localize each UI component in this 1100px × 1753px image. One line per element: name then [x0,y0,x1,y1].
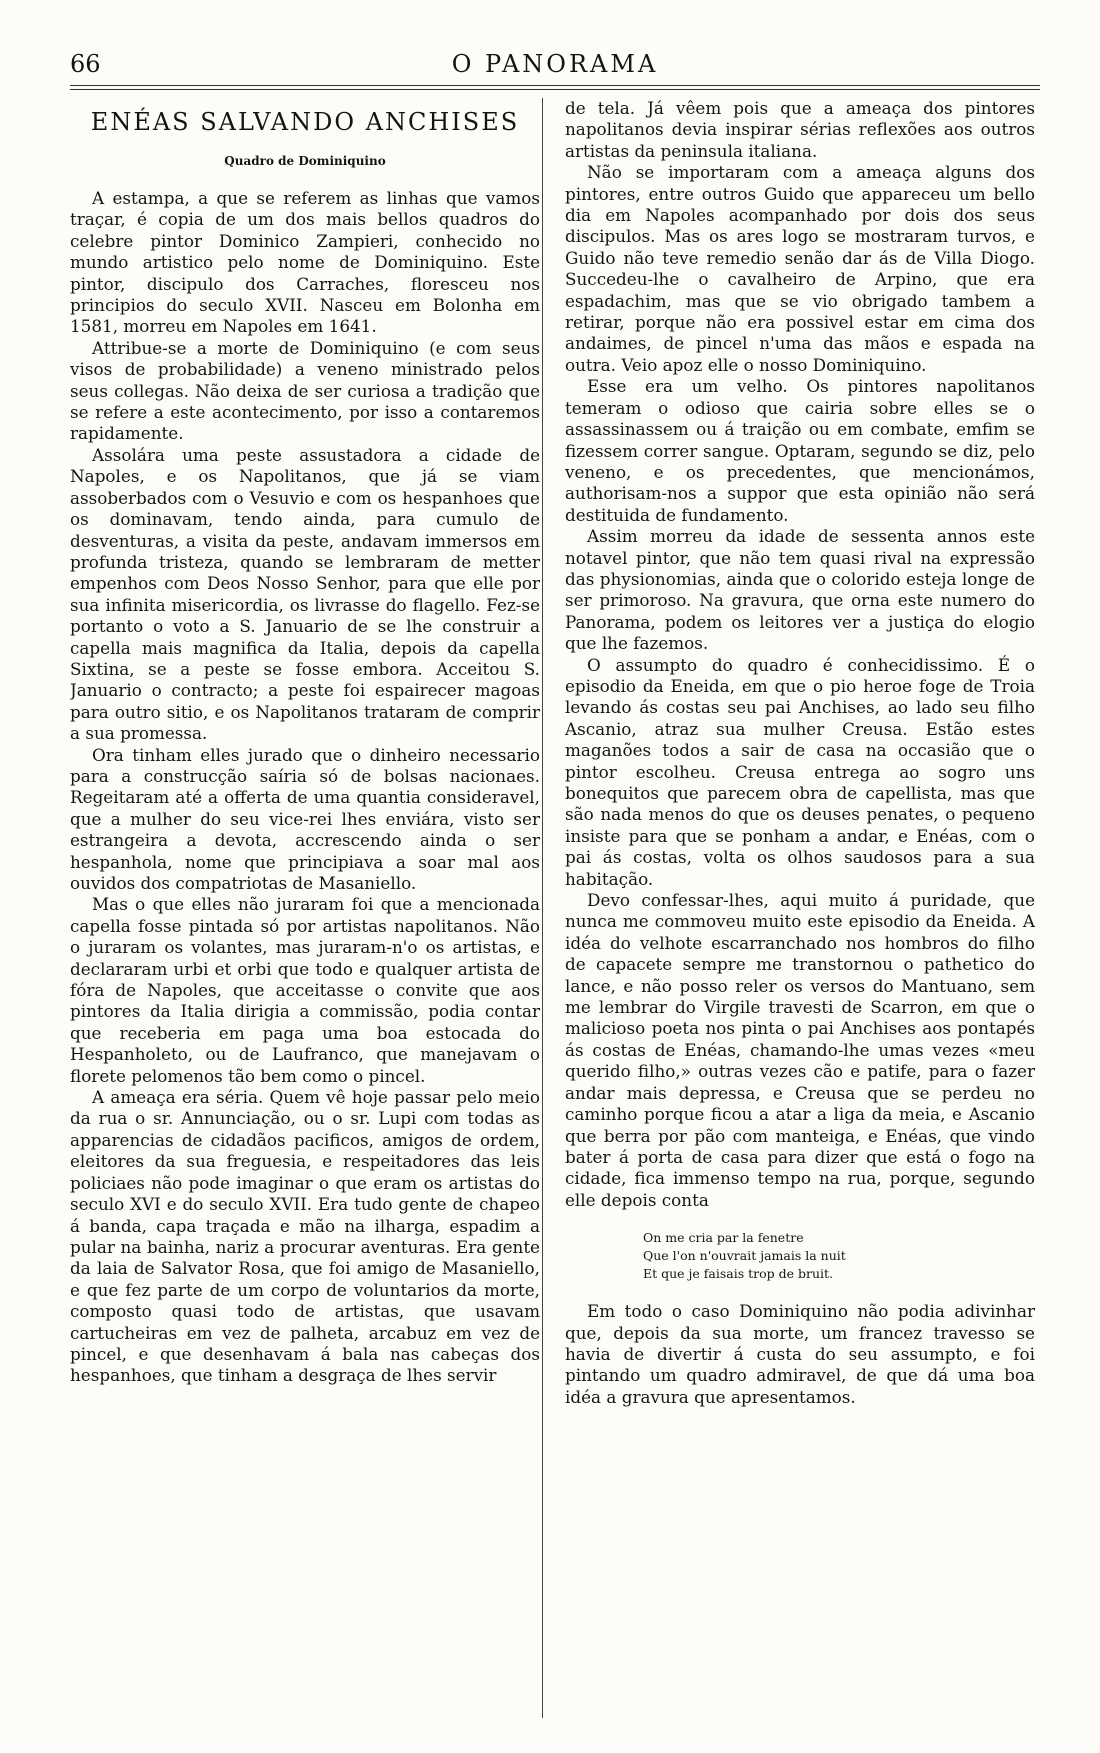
paragraph: Ora tinham elles jurado que o dinheiro necessario para a construcção saíria só de bolsas nacionaes. Regeitaram até a offerta de uma quantia consideravel, que a mulher do seu vice-rei lhes enviára, visto ser estrangeira a devota, accrescendo ainda o ser hespanhola, nome que principiava a soar mal aos ouvidos dos compatriotas de Masaniello. [70,744,540,893]
header-rule-bottom [70,89,1040,90]
header-rule-top [70,85,1040,86]
paragraph: A ameaça era séria. Quem vê hoje passar pelo meio da rua o sr. Annunciação, ou o sr. Lupi com todas as apparencias de cidadãos pacificos, amigos de ordem, eleitores da sua freguesia, e respeitadores das leis policiaes não pode imaginar o que eram os artistas do seculo XVI e do seculo XVII. Era tudo gente de chapeo á banda, capa traçada e mão na ilharga, espadim a pular na bainha, nariz a procurar aventuras. Era gente da laia de Salvator Rosa, que foi amigo de Masaniello, e que fez parte de um corpo de voluntarios da morte, composto quasi todo de artistas, que usavam cartucheiras em vez de palheta, arcabuz em vez de pincel, e que desenhavam á bala nas cabeças dos hespanhoes, que tinham a desgraça de lhes servir [70,1087,540,1386]
paragraph: Esse era um velho. Os pintores napolitanos temeram o odioso que cairia sobre elles se o assassinassem ou á traição ou em combate, emfim se fizessem correr sangue. Optaram, segundo se diz, pelo veneno, e os precedentes, que mencionámos, authorisam-nos a suppor que esta opinião não será destituida de fundamento. [565,376,1035,525]
paragraph: A estampa, a que se referem as linhas que vamos traçar, é copia de um dos mais bellos quadros do celebre pintor Dominico Zampieri, conhecido no mundo artistico pelo nome de Dominiquino. Este pintor, discipulo dos Carraches, floresceu nos principios do seculo XVII. Nasceu em Bolonha em 1581, morreu em Napoles em 1641. [70,188,540,337]
paragraph: Assim morreu da idade de sessenta annos este notavel pintor, que não tem quasi rival na expressão das physionomias, ainda que o colorido esteja longe de ser primoroso. Na gravura, que orna este numero do Panorama, podem os leitores ver a justiça do elogio que lhe fazemos. [565,526,1035,654]
page-number: 66 [70,50,101,78]
closing-paragraph: Em todo o caso Dominiquino não podia adivinhar que, depois da sua morte, um francez travesso se havia de divertir á custa do seu assumpto, e foi pintando um quadro admiravel, de que dá uma boa idéa a gravura que apresentamos. [565,1301,1035,1407]
paragraph: Não se importaram com a ameaça alguns dos pintores, entre outros Guido que appareceu um bello dia em Napoles acompanhado por dois dos seus discipulos. Mas os ares logo se mostraram turvos, e Guido não teve remedio senão dar ás de Villa Diogo. Succedeu-lhe o cavalheiro de Arpino, que era espadachim, mas que se vio obrigado tambem a retirar, porque não era possivel estar em cima dos andaimes, de pincel n'uma das mãos e espada na outra. Veio apoz elle o nosso Dominiquino. [565,162,1035,375]
paragraph: Devo confessar-lhes, aqui muito á puridade, que nunca me commoveu muito este episodio da Eneida. A idéa do velhote escarranchado nos hombros do filho de capacete sempre me transtornou o pathetico do lance, e não posso reler os versos do Mantuano, sem me lembrar do Virgile travesti de Scarron, em que o malicioso poeta nos pinta o pai Anchises aos pontapés ás costas de Enéas, chamando-lhe umas vezes «meu querido filho,» outras vezes cão e patife, para o fazer andar mais depressa, e Creusa que se perdeu no caminho porque ficou a atar a liga da meia, e Ascanio que berra por pão com manteiga, e Enéas, que vindo bater á porta de casa para dizer que está o fogo na cidade, fica immenso tempo na rua, porque, segundo elle depois conta [565,890,1035,1210]
paragraph: O assumpto do quadro é conhecidissimo. É o episodio da Eneida, em que o pio heroe foge de Troia levando ás costas seu pai Anchises, ao lado seu filho Ascanio, atraz sua mulher Creusa. Estão estes maganões todos a sair de casa na occasião que o pintor escolheu. Creusa entrega ao sogro uns bonequitos que parecem obra de capellista, mas que são nada menos do que os deuses penates, o pequeno insiste para que se ponham a andar, e Enéas, com o pai ás costas, volta os olhos saudosos para a sua habitação. [565,654,1035,889]
poem-line: On me cria par la fenetre [643,1230,804,1246]
poem-quote [643,1229,1035,1283]
poem-line: Et que je faisais trop de bruit. [643,1266,834,1282]
paragraph: Mas o que elles não juraram foi que a mencionada capella fosse pintada só por artistas napolitanos. Não o juraram os volantes, mas juraram-n'o os artistas, e declararam urbi et orbi que todo e qualquer artista de fóra de Napoles, que acceitasse o convite que aos pintores da Italia dirigia a commissão, podia contar que receberia em paga uma boa estocada do Hespanholeto, ou de Laufranco, que manejavam o florete pelomenos tão bem como o pincel. [70,894,540,1086]
paragraph: Attribue-se a morte de Dominiquino (e com seus visos de probabilidade) a veneno ministrado pelos seus collegas. Não deixa de ser curiosa a tradição que se refere a este acontecimento, por isso a contaremos rapidamente. [70,337,540,444]
article-title: ENÉAS SALVANDO ANCHISES [90,108,520,136]
publication-title: O PANORAMA [451,50,659,78]
paragraph: de tela. Já vêem pois que a ameaça dos pintores napolitanos devia inspirar sérias reflexões aos outros artistas da peninsula italiana. [565,98,1035,161]
left-column [70,98,540,1718]
right-column [565,98,1035,1618]
poem-line: Que l'on n'ouvrait jamais la nuit [643,1248,846,1264]
page-header [70,50,1040,90]
paragraph: Assolára uma peste assustadora a cidade de Napoles, e os Napolitanos, que já se viam assoberbados com o Vesuvio e com os hespanhoes que os dominavam, tendo ainda, para cumulo de desventuras, a visita da peste, andavam immersos em profunda tristeza, quando se lembraram de metter empenhos com Deos Nosso Senhor, para que elle por sua infinita misericordia, os livrasse do flagello. Fez-se portanto o voto a S. Januario de se lhe construir a capella mais magnifica da Italia, depois da capella Sixtina, se a peste se fosse embora. Acceitou S. Januario o contracto; a peste foi espairecer magoas para outro sitio, e os Napolitanos trataram de comprir a sua promessa. [70,444,540,744]
column-divider [542,98,543,1718]
article-subtitle: Quadro de Dominiquino [224,154,386,168]
